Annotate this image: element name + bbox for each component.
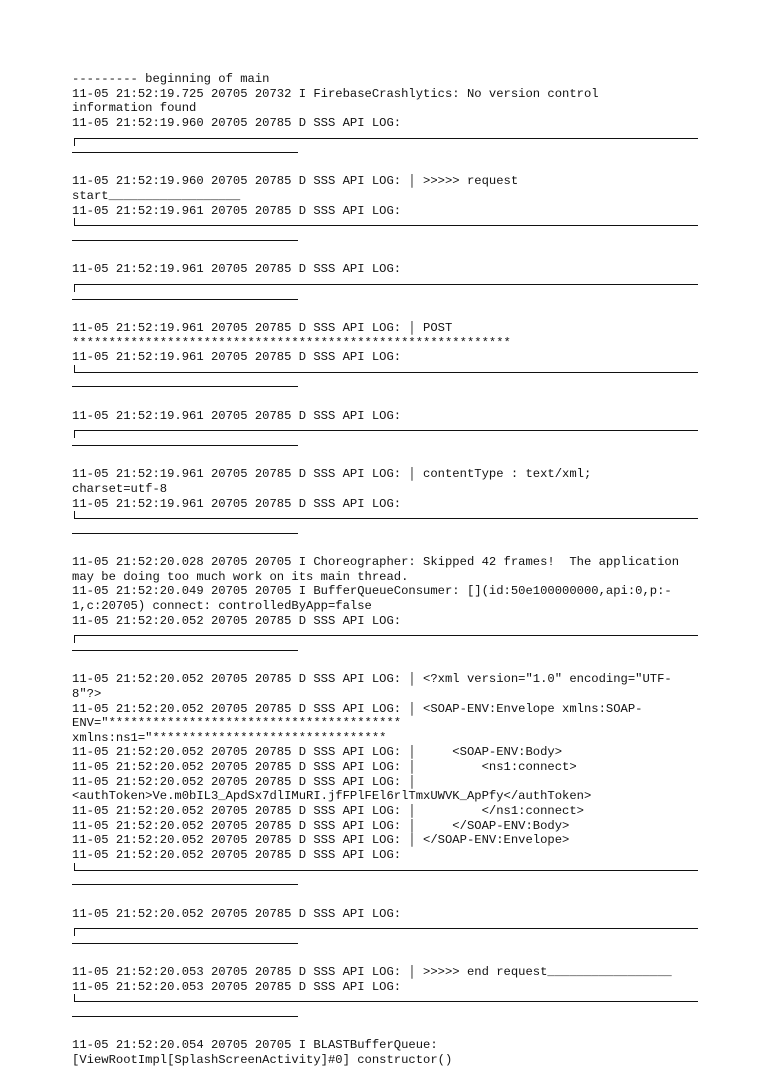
log-line: 1,c:20705) connect: controlledByApp=false (72, 599, 372, 614)
blank-line (72, 950, 698, 965)
box-border-tail (72, 936, 698, 951)
box-bottom-border (72, 994, 698, 1009)
log-line: 11-05 21:52:20.052 20705 20785 D SSS API LOG: │ <SOAP-ENV:Envelope xmlns:SOAP- (72, 701, 643, 716)
box-bottom-border (72, 511, 698, 526)
box-top-border (72, 628, 698, 643)
box-border-tail (72, 877, 698, 892)
log-line: charset=utf-8 (72, 481, 168, 496)
log-line: 11-05 21:52:20.052 20705 20785 D SSS API LOG: │ </SOAP-ENV:Envelope> (72, 833, 570, 848)
box-border-tail (72, 438, 698, 453)
log-line: ENV="**************************************** (72, 716, 402, 731)
log-line: [ViewRootImpl[SplashScreenActivity]#0] constructor() (72, 1052, 453, 1067)
log-line: 11-05 21:52:19.961 20705 20785 D SSS API LOG: │ contentType : text/xml; (72, 467, 592, 482)
log-line: 11-05 21:52:19.725 20705 20732 I FirebaseCrashlytics: No version control (72, 86, 599, 101)
log-line: 11-05 21:52:20.052 20705 20785 D SSS API LOG: │ </ns1:connect> (72, 804, 584, 819)
box-border-tail (72, 643, 698, 658)
blank-line (72, 1024, 698, 1039)
box-border-tail (72, 526, 698, 541)
blank-line (72, 658, 698, 673)
log-line: 11-05 21:52:20.052 20705 20785 D SSS API LOG: │ </SOAP-ENV:Body> (72, 818, 570, 833)
log-line: 11-05 21:52:20.052 20705 20785 D SSS API LOG: │ (72, 774, 416, 789)
log-line: 11-05 21:52:20.053 20705 20785 D SSS API LOG: │ >>>>> end request_________________ (72, 965, 672, 980)
box-border-tail (72, 379, 698, 394)
box-bottom-border (72, 218, 698, 233)
log-line: 11-05 21:52:20.028 20705 20705 I Choreographer: Skipped 42 frames! The application (72, 555, 680, 570)
box-bottom-border (72, 863, 698, 878)
log-line: 11-05 21:52:19.961 20705 20785 D SSS API LOG: (72, 408, 402, 423)
log-line: may be doing too much work on its main thread. (72, 569, 409, 584)
blank-line (72, 541, 698, 556)
box-border-tail (72, 145, 698, 160)
log-line: 11-05 21:52:20.049 20705 20705 I BufferQueueConsumer: [](id:50e100000000,api:0,p:- (72, 584, 672, 599)
log-line: <authToken>Ve.m0bIL3_ApdSx7dlIMuRI.jfFPlFEl6rlTmxUWVK_ApPfy</authToken> (72, 789, 592, 804)
log-line: 11-05 21:52:19.961 20705 20785 D SSS API LOG: (72, 496, 402, 511)
log-line: 11-05 21:52:19.961 20705 20785 D SSS API LOG: (72, 262, 402, 277)
log-line: xmlns:ns1="******************************** (72, 730, 387, 745)
box-border-tail (72, 1009, 698, 1024)
log-line: 8"?> (72, 686, 102, 701)
blank-line (72, 248, 698, 263)
log-line: 11-05 21:52:19.961 20705 20785 D SSS API LOG: (72, 350, 402, 365)
log-line: --------- beginning of main (72, 72, 270, 86)
log-line: 11-05 21:52:20.052 20705 20785 D SSS API LOG: │ <ns1:connect> (72, 760, 577, 775)
log-line: 11-05 21:52:20.052 20705 20785 D SSS API LOG: (72, 613, 402, 628)
box-border-tail (72, 292, 698, 307)
box-top-border (72, 921, 698, 936)
blank-line (72, 892, 698, 907)
log-line: ************************************************************ (72, 335, 511, 350)
blank-line (72, 160, 698, 175)
box-border-tail (72, 233, 698, 248)
box-top-border (72, 277, 698, 292)
blank-line (72, 453, 698, 468)
blank-line (72, 394, 698, 409)
log-line: 11-05 21:52:20.054 20705 20705 I BLASTBufferQueue: (72, 1038, 438, 1053)
log-line: 11-05 21:52:19.960 20705 20785 D SSS API LOG: (72, 115, 402, 130)
box-top-border (72, 423, 698, 438)
log-line: 11-05 21:52:20.052 20705 20785 D SSS API LOG: (72, 906, 402, 921)
log-line: start__________________ (72, 189, 241, 204)
log-line: 11-05 21:52:20.052 20705 20785 D SSS API LOG: │ <?xml version="1.0" encoding="UTF- (72, 672, 672, 687)
log-line: 11-05 21:52:19.961 20705 20785 D SSS API LOG: │ POST (72, 320, 453, 335)
log-line: 11-05 21:52:19.960 20705 20785 D SSS API LOG: │ >>>>> request (72, 174, 519, 189)
log-lines (72, 72, 698, 1068)
box-top-border (72, 131, 698, 146)
log-line: 11-05 21:52:20.052 20705 20785 D SSS API LOG: (72, 847, 402, 862)
blank-line (72, 306, 698, 321)
log-line: information found (72, 101, 197, 116)
box-bottom-border (72, 365, 698, 380)
log-line: 11-05 21:52:20.053 20705 20785 D SSS API LOG: (72, 979, 402, 994)
log-line: 11-05 21:52:20.052 20705 20785 D SSS API LOG: │ <SOAP-ENV:Body> (72, 745, 563, 760)
log-document (72, 72, 698, 1068)
log-line: 11-05 21:52:19.961 20705 20785 D SSS API LOG: (72, 203, 402, 218)
